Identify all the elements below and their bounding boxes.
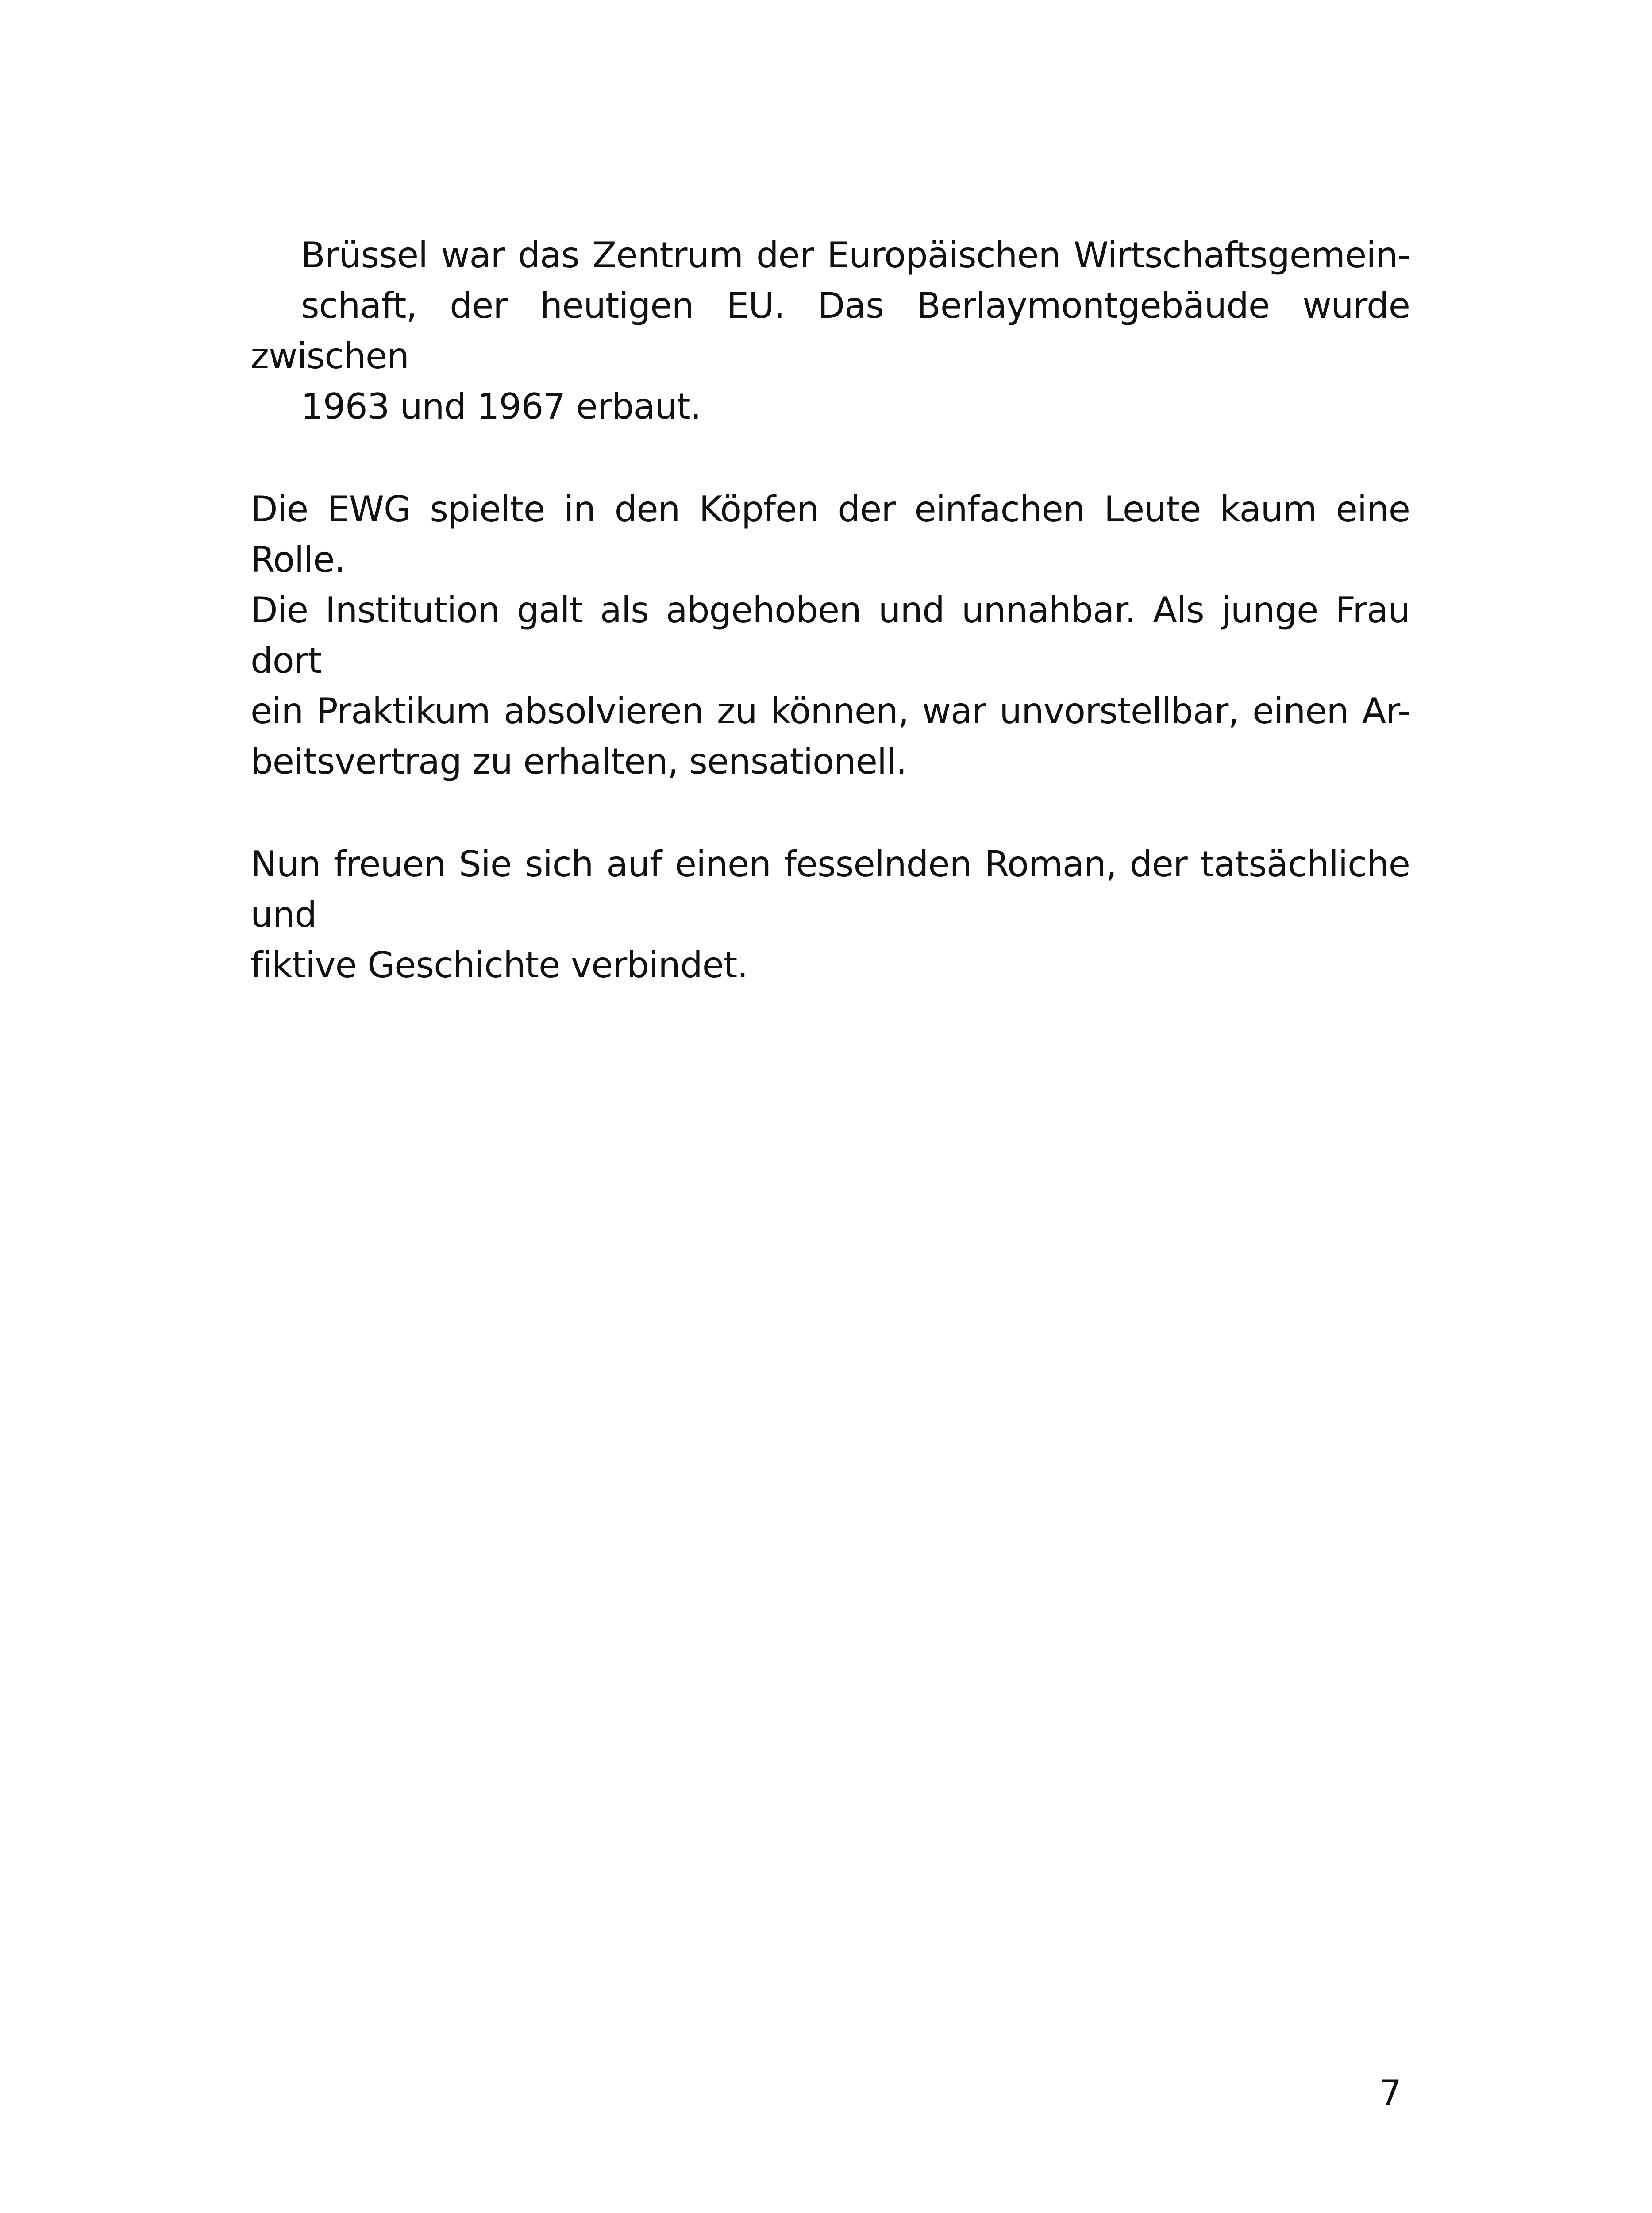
text-line: fiktive Geschichte verbindet. <box>250 945 748 986</box>
text-line: beitsvertrag zu erhalten, sensationell. <box>250 741 907 782</box>
text-line: ein Praktikum absolvieren zu können, war unvorstellbar, einen Ar- <box>250 690 1410 732</box>
text-line: schaft, der heutigen EU. Das Berlaymontgebäude wurde zwischen <box>250 285 1410 377</box>
text-line: Brüssel war das Zentrum der Europäischen Wirtschaftsgemein- <box>301 235 1410 276</box>
paragraph-2 <box>250 484 1410 787</box>
text-line: Die EWG spielte in den Köpfen der einfachen Leute kaum eine Rolle. <box>250 489 1410 580</box>
text-line: Die Institution galt als abgehoben und unnahbar. Als junge Frau dort <box>250 590 1410 681</box>
page-number: 7 <box>1379 2074 1402 2113</box>
text-line: Nun freuen Sie sich auf einen fesselnden Roman, der tatsächliche und <box>250 844 1410 935</box>
body-text <box>250 230 1410 1043</box>
text-line: 1963 und 1967 erbaut. <box>301 386 701 427</box>
paragraph-3 <box>250 839 1410 991</box>
paragraph-1 <box>250 230 1410 432</box>
